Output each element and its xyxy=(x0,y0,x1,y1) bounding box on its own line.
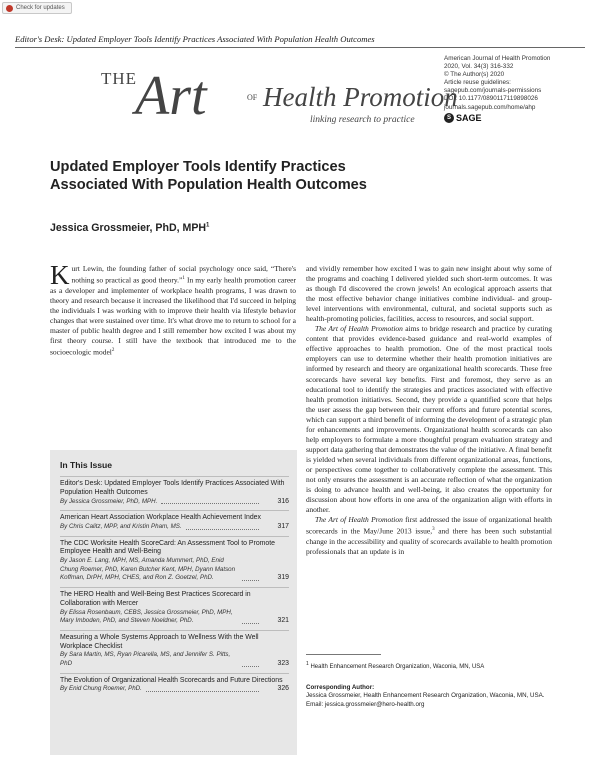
toc-item-title: The HERO Health and Well-Being Best Practices Scorecard in Collaboration with Mercer xyxy=(60,590,251,607)
header-rule xyxy=(15,47,585,48)
drop-cap: K xyxy=(50,260,70,290)
running-head: Editor's Desk: Updated Employer Tools Identify Practices Associated With Population Health Outcomes xyxy=(15,34,375,44)
toc-item[interactable] xyxy=(60,536,289,587)
toc-leader-dots xyxy=(161,503,259,504)
sage-logo xyxy=(444,113,594,123)
toc-item[interactable] xyxy=(60,476,289,510)
body-column-left xyxy=(50,260,296,357)
citation-ref[interactable]: 2 xyxy=(111,347,115,353)
sage-label: SAGE xyxy=(456,112,482,123)
in-this-issue-heading: In This Issue xyxy=(60,460,113,470)
toc-item-title: The Evolution of Organizational Health Scorecards and Future Directions xyxy=(60,676,283,684)
toc-item-title: Measuring a Whole Systems Approach to Wellness With the Well Workplace Checklist xyxy=(60,633,259,650)
footnote-text: Health Enhancement Research Organization, Waconia, MN, USA xyxy=(310,664,485,670)
corresponding-author-label: Corresponding Author: xyxy=(306,684,375,691)
journal-info-link[interactable]: sagepub.com/journals-permissions xyxy=(444,87,542,95)
body-text: and there has been such substantial change in the accessibility and quality of scorecards available to health promotion professionals that an update is in xyxy=(306,526,552,556)
toc-item-page: 323 xyxy=(277,659,289,667)
in-this-issue-box xyxy=(50,450,297,755)
toc-item[interactable] xyxy=(60,510,289,535)
logo-health-promotion: Health Promotion xyxy=(263,82,458,112)
corresponding-author-address: Jessica Grossmeier, Health Enhancement Research Organization, Waconia, MN, USA. xyxy=(306,692,545,700)
journal-info xyxy=(444,55,594,123)
logo-of: OF xyxy=(247,93,258,102)
author-name: Jessica Grossmeier, PhD, MPH xyxy=(50,222,207,234)
toc-item-title: The CDC Worksite Health ScoreCard: An Assessment Tool to Promote Employee Health and Well-Being xyxy=(60,539,275,556)
journal-logo xyxy=(95,62,458,134)
toc-item[interactable] xyxy=(60,673,289,698)
journal-info-link[interactable]: journals.sagepub.com/home/ahp xyxy=(444,103,536,111)
journal-name-em: The Art of Health Promotion xyxy=(315,324,403,334)
journal-info-doi[interactable]: DOI: 10.1177/0890117119898026 xyxy=(444,95,538,103)
journal-info-line: Article reuse guidelines: xyxy=(444,79,511,87)
citation-ref[interactable]: 1 xyxy=(182,276,185,282)
logo-tagline: linking research to practice xyxy=(310,115,415,125)
toc-item-page: 319 xyxy=(277,574,289,582)
check-updates-icon xyxy=(6,5,13,12)
body-text: urt Lewin, the founding father of social psychology once said, “There's nothing so practical as good theory.” xyxy=(71,264,296,285)
toc-leader-dots xyxy=(242,623,259,624)
author-affil-mark: 1 xyxy=(206,222,210,229)
body-column-right xyxy=(306,264,552,557)
check-updates-label: Check for updates xyxy=(16,5,65,11)
sage-icon: S xyxy=(444,113,454,123)
toc-item-page: 321 xyxy=(277,617,289,625)
corresponding-author xyxy=(306,684,556,709)
toc-item-authors: By Jason E. Lang, MPH, MS, Amanda Mummert, PhD, Enid Chung Roemer, PhD, Karen Butcher Kent, MPH, Dyann Matson Koffman, DrPH, MPH, CHES, and Ron Z. Goetzel, PhD. xyxy=(60,557,236,582)
toc-item[interactable] xyxy=(60,587,289,630)
toc-leader-dots xyxy=(186,529,259,530)
body-text: aims to bridge research and practice by curating content that provides evidence-based guidance and real-world examples of effective approaches to health promotion. One of the most practical tools employers can use to determine whether their health promotion initiatives are informed by research and theory are organizational health scorecards. These free scorecards have several key benefits. First and foremost, they serve as an educational tool to identify the strategies and practices associated with effective health promotion initiatives. Second, they provide a quantified score that helps the user assess the gap between their current efforts and future potential scores, which can support a third benefit of informing the development of a strategic plan for enhancements and improvements. Organizational health scorecards can also help employers to formulate a more thoughtful program evaluation strategy and support data gathering that demonstrates the value of the initiative. A final benefit is yielded when several individuals from different organizational areas, functions, or perspectives come together to collaboratively complete the assessment. This not only ensures the assessment is an accurate reflection of what the organization is doing to advance health and well-being, it also creates the opportunity for discussion about how efforts in one area of the organization align with efforts in another. xyxy=(306,324,552,515)
check-for-updates-badge[interactable] xyxy=(2,2,72,14)
journal-name-em: The Art of Health Promotion xyxy=(315,515,403,525)
toc-item-page: 317 xyxy=(277,522,289,530)
body-paragraph xyxy=(306,324,552,515)
citation-ref[interactable]: 3 xyxy=(432,527,435,533)
body-text: first addressed the issue of organizational health scorecards in the May/June 2013 issue, xyxy=(306,515,552,536)
footnote-mark: 1 xyxy=(306,661,309,667)
logo-the: THE xyxy=(101,69,138,88)
toc-item-page: 326 xyxy=(277,685,289,693)
affiliation-footnote xyxy=(306,661,556,670)
article-title xyxy=(50,158,550,194)
title-line: Associated With Population Health Outcomes xyxy=(50,177,367,193)
toc-item-authors: By Chris Calitz, MPP, and Kristin Pham, MS. xyxy=(60,522,182,530)
journal-logo-graphic xyxy=(95,62,458,134)
journal-info-line: American Journal of Health Promotion xyxy=(444,55,551,62)
corresponding-author-email[interactable]: Email: jessica.grossmeier@hero-health.org xyxy=(306,700,425,708)
journal-info-line: © The Author(s) 2020 xyxy=(444,71,505,79)
toc-item-authors: By Enid Chung Roemer, PhD. xyxy=(60,685,142,693)
footnote-rule xyxy=(306,654,381,655)
toc-item-authors: By Sara Martin, MS, Ryan Picarella, MS, and Jennifer S. Pitts, PhD xyxy=(60,651,231,667)
body-paragraph xyxy=(306,515,552,557)
toc-item-page: 316 xyxy=(277,497,289,505)
toc-leader-dots xyxy=(242,580,259,581)
toc-leader-dots xyxy=(242,666,259,667)
toc-item-authors: By Jessica Grossmeier, PhD, MPH. xyxy=(60,497,158,505)
body-paragraph xyxy=(50,260,296,357)
body-paragraph: and vividly remember how excited I was to gain new insight about why some of the programs and coaching I delivered yielded such short-term outcomes. It was as though I'd discovered the crown jewels! An ecological approach asserts that the most effective behavior change initiatives combine individual- and group-level interventions with environmental, cultural, and societal supports such as health-promoting policies, facilities, access to resources, and social support. xyxy=(306,264,552,324)
toc-item[interactable] xyxy=(60,630,289,673)
journal-info-line: 2020, Vol. 34(3) 316-332 xyxy=(444,63,514,71)
logo-art: Art xyxy=(135,65,207,127)
toc-item-authors: By Elissa Rosenbaum, CEBS, Jessica Grossmeier, PhD, MPH, Mary Imboden, PhD, and Steven Noeldner, PhD. xyxy=(60,608,233,625)
body-text: In my early health promotion career as a developer and implementer of workplace health programs, I was drawn to theory and research because it increased the likelihood that I'd succeed in helping the individuals I was working with to improve their health via lifestyle behavior changes that were sustained over time. It's what drove me to return to school for a master of public health degree and I still remember how excited I was about my first theory course. I still have the textbook that introduced me to the socioecologic model xyxy=(50,275,296,357)
toc-item-title: American Heart Association Workplace Health Achievement Index xyxy=(60,514,261,522)
toc-leader-dots xyxy=(146,691,259,692)
title-line: Updated Employer Tools Identify Practices xyxy=(50,159,346,175)
author-line xyxy=(50,222,209,234)
toc-item-title: Editor's Desk: Updated Employer Tools Identify Practices Associated With Population Health Outcomes xyxy=(60,480,285,496)
